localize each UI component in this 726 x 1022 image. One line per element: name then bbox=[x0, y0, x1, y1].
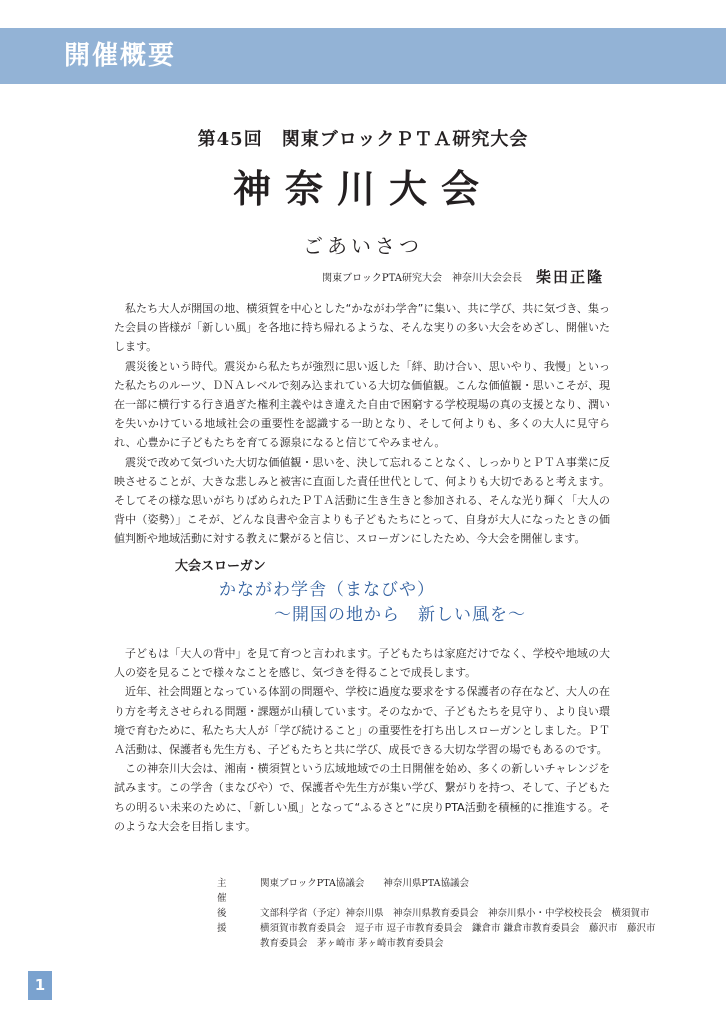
credit-support bbox=[217, 906, 660, 951]
greeting-body-2 bbox=[114, 644, 610, 836]
greeting-heading: ごあいさつ bbox=[303, 234, 423, 258]
page-title: 開催概要 bbox=[64, 41, 177, 71]
slogan-label: 大会スローガン bbox=[175, 559, 266, 574]
paragraph: この神奈川大会は、湘南・横須賀という広域地域での土日開催を始め、多くの新しいチャレンジを試みます。この学舎（まなびや）で、保護者や先生方が集い学び、繋がりを持つ、そして、子どもたちの明るい未来のために、「新しい風」となって“ふるさと”に戻りPTA活動を積極的に推進する。そのような大会を目指します。 bbox=[114, 762, 610, 833]
header-band bbox=[0, 28, 726, 84]
greeting-body-1 bbox=[114, 299, 610, 549]
credits bbox=[217, 876, 660, 951]
event-title: 神奈川大会 bbox=[232, 166, 493, 211]
paragraph: 震災で改めて気づいた大切な価値観・思いを、決して忘れることなく、しっかりとＰＴＡ事業に反映させることが、大きな悲しみと被害に直面した責任世代として、何よりも大切であると考えます。そしてその様な思いがちりばめられたＰＴＡ活動に生き生きと参加される、そんな光り輝く「大人の背中（姿勢）」こそが、どんな良書や金言よりも子どもたちにとって、自身が大人になったときの価値判断や地域活動に対する教えに繋がると信じ、スローガンにしたため、今大会を開催します。 bbox=[114, 455, 610, 546]
credit-support-value: 文部科学省（予定）神奈川県 神奈川県教育委員会 神奈川県小・中学校校長会 横須賀市 横須賀市教育委員会 逗子市 逗子市教育委員会 鎌倉市 鎌倉市教育委員会 藤沢市 藤沢市教育委員会 茅ヶ崎市 茅ヶ崎市教育委員会 bbox=[260, 908, 660, 949]
page-number: 1 bbox=[28, 971, 52, 1000]
author-line bbox=[322, 266, 604, 287]
event-subtitle: 第45回 関東ブロックＰＴＡ研究大会 bbox=[197, 129, 529, 150]
credit-support-label: 後 援 bbox=[217, 908, 249, 934]
slogan-sub: ～開国の地から 新しい風を～ bbox=[274, 605, 526, 625]
paragraph: 震災後という時代。震災から私たちが強烈に思い返した「絆、助け合い、思いやり、我慢」といった私たちのルーツ、ＤＮＡレベルで刻み込まれている大切な価値観。こんな価値観・思いこそが、現在一部に横行する行き過ぎた権利主義やはき違えた自由で困窮する学校現場の真の支援となり、潤いを失いかけている地域社会の重要性を認識する一助となり、そして何よりも、多くの大人に見守られ、心豊かに子どもたちを育てる源泉になると信じてやみません。 bbox=[114, 359, 610, 450]
author-name: 柴田正隆 bbox=[535, 268, 604, 286]
paragraph: 私たち大人が開国の地、横須賀を中心とした“かながわ学舎”に集い、共に学び、共に気づき、集った会員の皆様が「新しい風」を各地に持ち帰れるような、そんな実りの多い大会をめざし、開催いたします。 bbox=[114, 302, 610, 354]
credit-host-value: 関東ブロックPTA協議会 神奈川県PTA協議会 bbox=[260, 878, 469, 889]
paragraph: 子どもは「大人の背中」を見て育つと言われます。子どもたちは家庭だけでなく、学校や地域の大人の姿を見ることで様々なことを感じ、気づきを得ることで成長します。 bbox=[114, 647, 610, 680]
credit-host-label: 主 催 bbox=[217, 878, 249, 904]
slogan-main: かながわ学舎（まなびや） bbox=[219, 580, 435, 600]
author-role: 関東ブロックPTA研究大会 神奈川大会会長 bbox=[322, 273, 522, 284]
paragraph: 近年、社会問題となっている体罰の問題や、学校に過度な要求をする保護者の存在など、大人の在り方を考えさせられる問題・課題が山積しています。そのなかで、子どもたちを見守り、より良い環境で育むために、私たち大人が「学び続けること」の重要性を打ち出しスローガンとしました。ＰＴＡ活動は、保護者も先生方も、子どもたちと共に学び、成長できる大切な学習の場でもあるのです。 bbox=[114, 685, 610, 757]
credit-host bbox=[217, 876, 660, 906]
